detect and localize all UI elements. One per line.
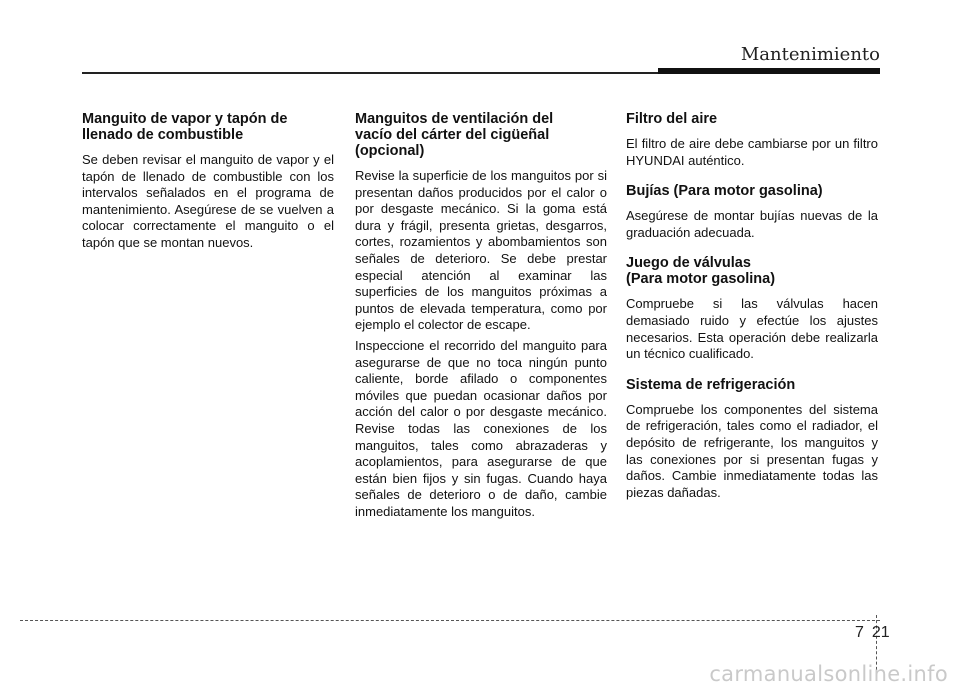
section-heading: Filtro del aire <box>626 111 718 127</box>
section-paragraph: Asegúrese de montar bujías nuevas de la graduación adecuada. <box>626 208 878 240</box>
section-paragraph: Revise la superficie de los manguitos por si presentan daños producidos por el calor o por desgaste mecánico. Si la goma está dura y frágil, presenta grietas, desgarros, cortes, rozamientos y abombamientos son señales de deterioro. Se debe prestar especial atención al examinar las superficies de los manguitos próximas a puntos de elevada temperatura, como por ejemplo el colector de escape. <box>355 168 607 333</box>
footer-rule <box>20 620 880 621</box>
column-1 <box>82 111 334 256</box>
section-heading: Juego de válvulas (Para motor gasolina) <box>626 255 776 288</box>
section-paragraph: Inspeccione el recorrido del manguito para asegurarse de que no toca ningún punto caliente, borde afilado o componentes móviles que puedan ocasionar daños por acción del calor o por desgaste mecánico. Revise todas las conexiones de los manguitos, tales como abrazaderas y acoplamientos, para asegurarse de que están bien fijos y sin fugas. Cuando haya señales de deterioro o de daño, cambie inmediatamente los manguitos. <box>355 337 607 519</box>
header-rule <box>82 72 662 74</box>
watermark: carmanualsonline.info <box>709 662 948 686</box>
section-heading: Bujías (Para motor gasolina) <box>626 183 823 200</box>
page-header-title: Mantenimiento <box>740 44 880 65</box>
section-heading: Manguito de vapor y tapón de llenado de combustible <box>82 111 288 143</box>
section-paragraph: Compruebe si las válvulas hacen demasiado ruido y efectúe los ajustes necesarios. Esta operación debe realizarla un técnico cualificado. <box>626 296 878 362</box>
section-heading: Manguitos de ventilación del vacío del cárter del cigüeñal (opcional) <box>355 111 554 159</box>
page-number <box>855 624 890 642</box>
section-heading: Sistema de refrigeración <box>626 376 796 393</box>
section-paragraph: El filtro de aire debe cambiarse por un filtro HYUNDAI auténtico. <box>626 136 878 168</box>
column-3 <box>626 111 878 505</box>
column-2 <box>355 111 607 524</box>
section-paragraph: Se deben revisar el manguito de vapor y el tapón de llenado de combustible con los intervalos señalados en el programa de mantenimiento. Asegúrese de se vuelven a colocar correctamente el manguito o el tapón que se montan nuevos. <box>82 152 334 250</box>
page-number-value: 21 <box>871 624 890 641</box>
header-rule-accent <box>658 68 880 74</box>
section-paragraph: Compruebe los componentes del sistema de refrigeración, tales como el radiador, el depósito de refrigerante, los manguitos y las conexiones por si presentan fugas y daños. Cambie inmediatamente todas las piezas dañadas. <box>626 401 878 500</box>
chapter-number: 7 <box>855 624 864 641</box>
